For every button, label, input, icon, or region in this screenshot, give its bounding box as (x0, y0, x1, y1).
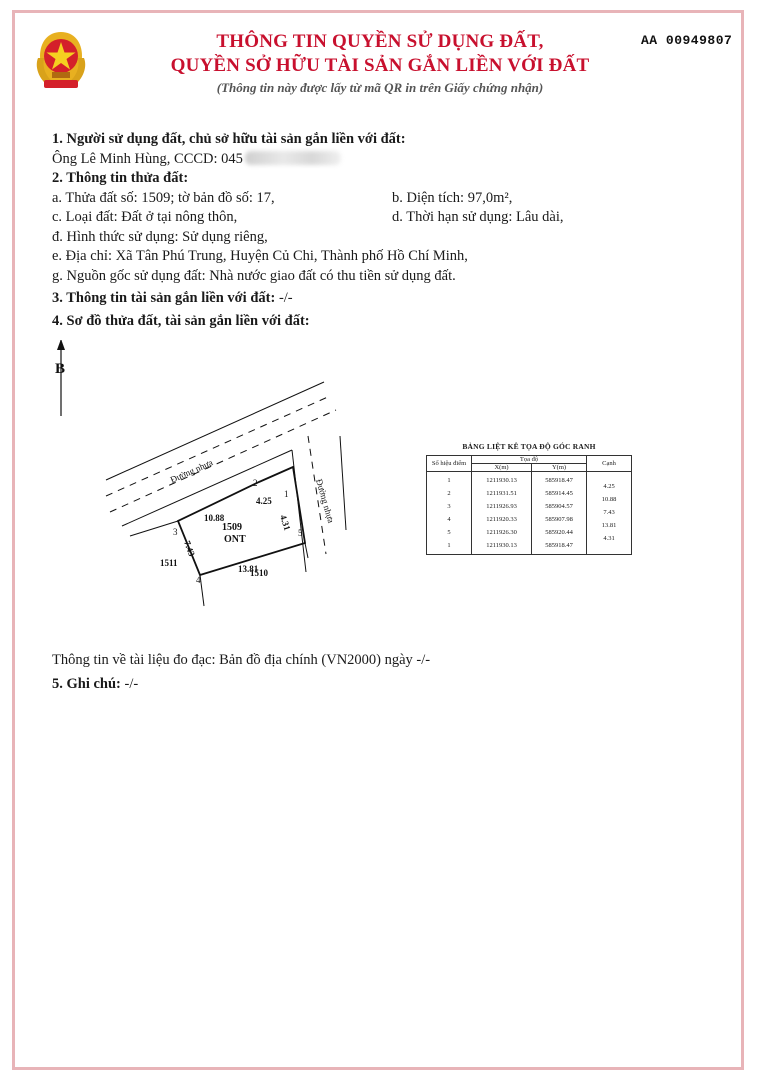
edge-4-5: 13.81 (238, 564, 259, 574)
north-arrow-head (57, 340, 65, 350)
edge-1-2: 4.25 (256, 496, 272, 506)
row-x: 1211926.93 (486, 503, 517, 510)
point-5: 5 (298, 528, 303, 538)
edge-value: 4.31 (603, 535, 615, 542)
row-x: 1211926.30 (486, 529, 517, 536)
row-x: 1211931.51 (486, 490, 517, 497)
point-3: 3 (173, 527, 178, 537)
edge-value: 10.88 (601, 496, 617, 503)
col-coord: Tọa độ (472, 456, 587, 464)
row-pt: 1 (447, 477, 451, 484)
redacted-id (245, 151, 341, 165)
row-y: 585920.44 (545, 529, 573, 536)
title-line-1: THÔNG TIN QUYỀN SỬ DỤNG ĐẤT, (216, 31, 544, 52)
land-type: c. Loại đất: Đất ở tại nông thôn, (52, 209, 238, 225)
y-column (532, 472, 587, 555)
row-y: 585907.98 (545, 516, 573, 523)
road1-edge-top (106, 382, 324, 480)
usage-term: d. Thời hạn sử dụng: Lâu dài, (392, 209, 564, 225)
land-origin: g. Nguồn gốc sử dụng đất: Nhà nước giao đất có thu tiền sử dụng đất. (52, 267, 456, 284)
section2-heading: 2. Thông tin thửa đất: (52, 170, 189, 186)
row-y: 585918.47 (545, 477, 573, 484)
col-edge: Cạnh (587, 456, 632, 472)
x-column (472, 472, 532, 555)
col-y: Y(m) (532, 464, 587, 472)
col-x: X(m) (472, 464, 532, 472)
row-c-d (52, 208, 692, 228)
edge-3-4: 7.43 (182, 539, 197, 558)
edge-column (587, 472, 632, 555)
owner-line (52, 150, 692, 170)
section1-heading: 1. Người sử dụng đất, chủ sở hữu tài sản gắn liền với đất: (52, 131, 406, 147)
edge-value: 4.25 (603, 483, 615, 490)
edge-5-1: 4.31 (278, 513, 293, 532)
row-pt: 3 (447, 503, 451, 510)
parcel-type: ONT (224, 534, 246, 545)
subtitle: (Thông tin này được lấy từ mã QR in trên Giấy chứng nhận) (216, 80, 544, 95)
road1-label: Đường nhựa (168, 457, 215, 485)
serial-number: AA 00949807 (641, 33, 733, 48)
parcel-number: a. Thửa đất số: 1509; tờ bản đồ số: 17, (52, 189, 275, 206)
row-y: 585904.57 (545, 503, 573, 510)
section4-heading: 4. Sơ đồ thửa đất, tài sản gắn liền với đất: (52, 312, 310, 329)
north-label: B (55, 361, 66, 377)
coord-table-title: BẢNG LIỆT KÊ TỌA ĐỘ GÓC RANH (462, 442, 596, 451)
parcel-map (40, 340, 350, 610)
edge-value: 13.81 (601, 522, 617, 529)
row-pt: 4 (447, 516, 451, 523)
land-info (52, 130, 692, 331)
edge-value: 7.43 (603, 509, 615, 516)
section3-value: -/- (275, 290, 293, 306)
section3-heading: 3. Thông tin tài sản gắn liền với đất: (52, 290, 276, 306)
road2-edge-right (340, 436, 346, 530)
owner-text: Ông Lê Minh Hùng, CCCD: 045 (52, 150, 243, 167)
coordinate-table-block (426, 442, 632, 555)
point-column (427, 472, 472, 555)
row-y: 585914.45 (545, 490, 573, 497)
parcel-id: 1509 (222, 522, 242, 533)
col-point: Số hiệu điểm (427, 456, 472, 472)
note-value: -/- (120, 676, 139, 692)
row-x: 1211920.33 (486, 516, 517, 523)
coordinate-table (426, 455, 632, 555)
row-x: 1211930.13 (486, 542, 517, 549)
neighbor-line-east (305, 543, 308, 558)
road1-dash-a (106, 396, 330, 496)
point-4: 4 (196, 575, 201, 585)
road1-dash-b (110, 410, 336, 512)
neighbor-line-south (200, 575, 204, 606)
row-y: 585918.47 (545, 542, 573, 549)
neighbor-1511: 1511 (160, 558, 178, 568)
survey-info: Thông tin về tài liệu đo đạc: Bản đồ địa chính (VN2000) ngày -/- (52, 652, 431, 668)
row-pt: 5 (447, 529, 451, 536)
row-a-b (52, 189, 692, 209)
neighbor-line-west (130, 521, 178, 536)
row-pt: 2 (447, 490, 451, 497)
note-line (52, 676, 138, 693)
row-pt: 1 (447, 542, 451, 549)
point-2: 2 (253, 478, 258, 488)
section3-line (52, 289, 692, 309)
title-line-2: QUYỀN SỞ HỮU TÀI SẢN GẮN LIỀN VỚI ĐẤT (170, 55, 590, 76)
road2-label: Đường nhựa (314, 477, 337, 525)
edge-2-3: 10.88 (204, 513, 225, 523)
row-x: 1211930.13 (486, 477, 517, 484)
area: b. Diện tích: 97,0m², (392, 189, 513, 206)
point-1: 1 (284, 489, 289, 499)
national-emblem-icon (30, 28, 92, 94)
neighbor-1510: 1510 (250, 568, 268, 578)
usage-form: đ. Hình thức sử dụng: Sử dụng riêng, (52, 228, 268, 245)
address: e. Địa chỉ: Xã Tân Phú Trung, Huyện Củ Chi, Thành phố Hồ Chí Minh, (52, 248, 468, 264)
note-heading: 5. Ghi chú: (52, 676, 121, 692)
